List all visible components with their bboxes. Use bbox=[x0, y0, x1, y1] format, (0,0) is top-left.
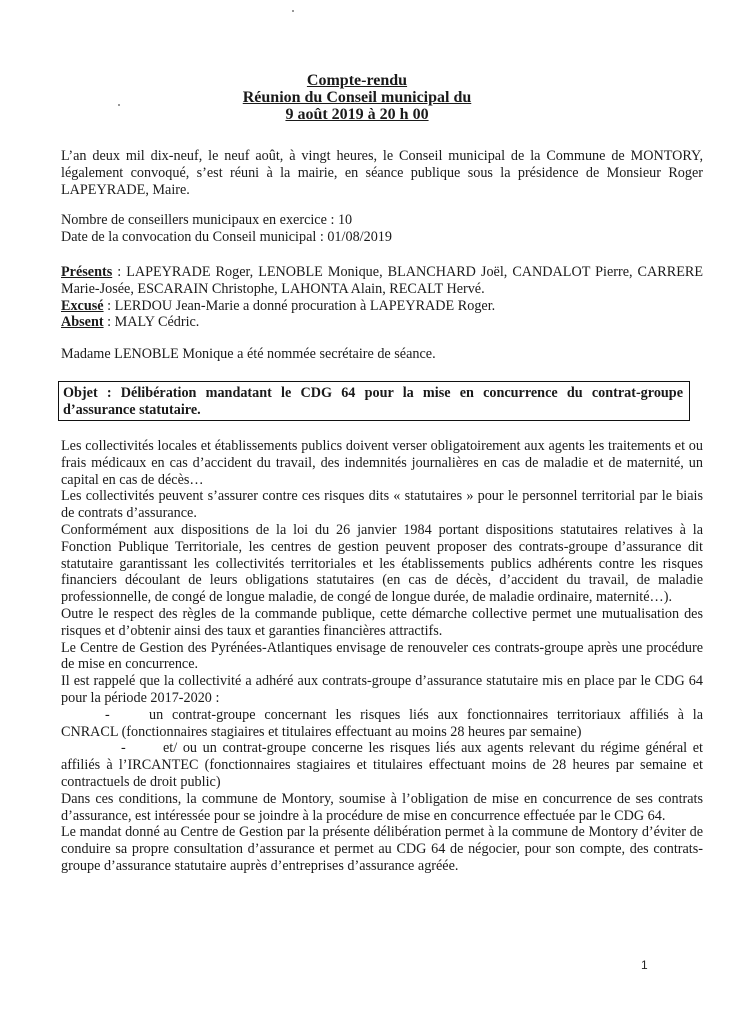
deliberation-body bbox=[61, 438, 703, 875]
bullet-marker: - bbox=[105, 706, 110, 723]
convocation-date: Date de la convocation du Conseil municipal : 01/08/2019 bbox=[61, 228, 392, 245]
objet-box: Objet : Délibération mandatant le CDG 64 pour la mise en concurrence du contrat-groupe d’assurance statutaire. bbox=[58, 381, 690, 421]
page-number: 1 bbox=[641, 958, 648, 972]
bullet-item-2 bbox=[61, 740, 703, 790]
bullet-item-1 bbox=[61, 707, 703, 741]
absent-line bbox=[61, 314, 703, 331]
title-line-2: Réunion du Conseil municipal du bbox=[242, 89, 472, 106]
bullet-text-2: et/ ou un contrat-groupe concerne les risques liés aux agents relevant du régime général et affiliés à l’IRCANTEC (fonctionnaires stagiaires et titulaires effectuant moins de 28 heures par semaine et contractuels de droit public) bbox=[61, 740, 703, 790]
excuse-text: : LERDOU Jean-Marie a donné procuration à LAPEYRADE Roger. bbox=[103, 297, 496, 314]
intro-paragraph: L’an deux mil dix-neuf, le neuf août, à vingt heures, le Conseil municipal de la Commune de MONTORY, légalement convoqué, s’est réuni à la mairie, en séance publique sous la présidence de Monsieur Roger LAPEYRADE, Maire. bbox=[61, 148, 703, 198]
presents-line bbox=[61, 264, 703, 298]
body-paragraph-3: Conformément aux dispositions de la loi du 26 janvier 1984 portant dispositions statutaires relatives à la Fonction Publique Territoriale, les centres de gestion peuvent proposer des contrats-groupe d’assurance dit statutaire garantissant les collectivités territoriales et les établissements publics adhérents contre les risques financiers découlant de leurs obligations statutaires (en cas de décès, d’accident du travail, de maladie professionnelle, de congé de longue maladie, de congé de longue durée, de maladie ordinaire, maternité…). bbox=[61, 521, 703, 606]
title-line-3: 9 août 2019 à 20 h 00 bbox=[285, 106, 429, 123]
body-paragraph-4: Outre le respect des règles de la commande publique, cette démarche collective permet une mutualisation des risques et d’obtenir ainsi des taux et garanties financières attractifs. bbox=[61, 605, 703, 639]
councillor-count: Nombre de conseillers municipaux en exercice : 10 bbox=[61, 212, 353, 228]
body-paragraph-1: Les collectivités locales et établissements publics doivent verser obligatoirement aux agents les traitements et ou frais médicaux en cas d’accident du travail, des indemnités journalières en cas de maladie et de maternité, un capital en cas de décès… bbox=[61, 438, 703, 488]
document-title bbox=[0, 72, 714, 123]
title-line-1: Compte-rendu bbox=[306, 72, 408, 89]
body-paragraph-6: Il est rappelé que la collectivité a adhéré aux contrats-groupe d’assurance statutaire mis en place par le CDG 64 pour la période 2017-2020 : bbox=[61, 673, 703, 706]
absent-text: : MALY Cédric. bbox=[103, 314, 200, 331]
excuse-label: Excusé bbox=[61, 297, 104, 314]
attendance-section bbox=[61, 264, 703, 331]
body-paragraph-5: Le Centre de Gestion des Pyrénées-Atlantiques envisage de renouveler ces contrats-groupe après une procédure de mise en concurrence. bbox=[61, 639, 703, 673]
council-counts bbox=[61, 212, 703, 246]
body-paragraph-8: Le mandat donné au Centre de Gestion par la présente délibération permet à la commune de Montory d’éviter de conduire sa propre consultation d’assurance et permet au CDG 64 de négocier, pour son compte, des contrats-groupe d’assurance statutaire auprès d’entreprises d’assurance agréée. bbox=[61, 824, 703, 874]
excuse-line bbox=[61, 298, 703, 315]
bullet-marker: - bbox=[121, 740, 126, 757]
secretary-paragraph: Madame LENOBLE Monique a été nommée secrétaire de séance. bbox=[61, 346, 436, 362]
absent-label: Absent bbox=[61, 314, 104, 331]
body-paragraph-7: Dans ces conditions, la commune de Montory, soumise à l’obligation de mise en concurrence de ses contrats d’assurance, est intéressée pour se joindre à la procédure de mise en concurrence effectuée par le CDG 64. bbox=[61, 790, 703, 824]
presents-list: : LAPEYRADE Roger, LENOBLE Monique, BLANCHARD Joël, CANDALOT Pierre, CARRERE Marie-Josée, ESCARAIN Christophe, LAHONTA Alain, RECALT Hervé. bbox=[61, 264, 703, 297]
presents-label: Présents bbox=[61, 264, 113, 280]
bullet-text-1: un contrat-groupe concernant les risques liés aux fonctionnaires territoriaux affiliés à la CNRACL (fonctionnaires stagiaires et titulaires effectuant au moins 28 heures par semaine) bbox=[61, 706, 703, 740]
body-paragraph-2: Les collectivités peuvent s’assurer contre ces risques dits « statutaires » pour le personnel territorial par le biais de contrats d’assurance. bbox=[61, 488, 703, 522]
scan-speck bbox=[292, 10, 294, 12]
